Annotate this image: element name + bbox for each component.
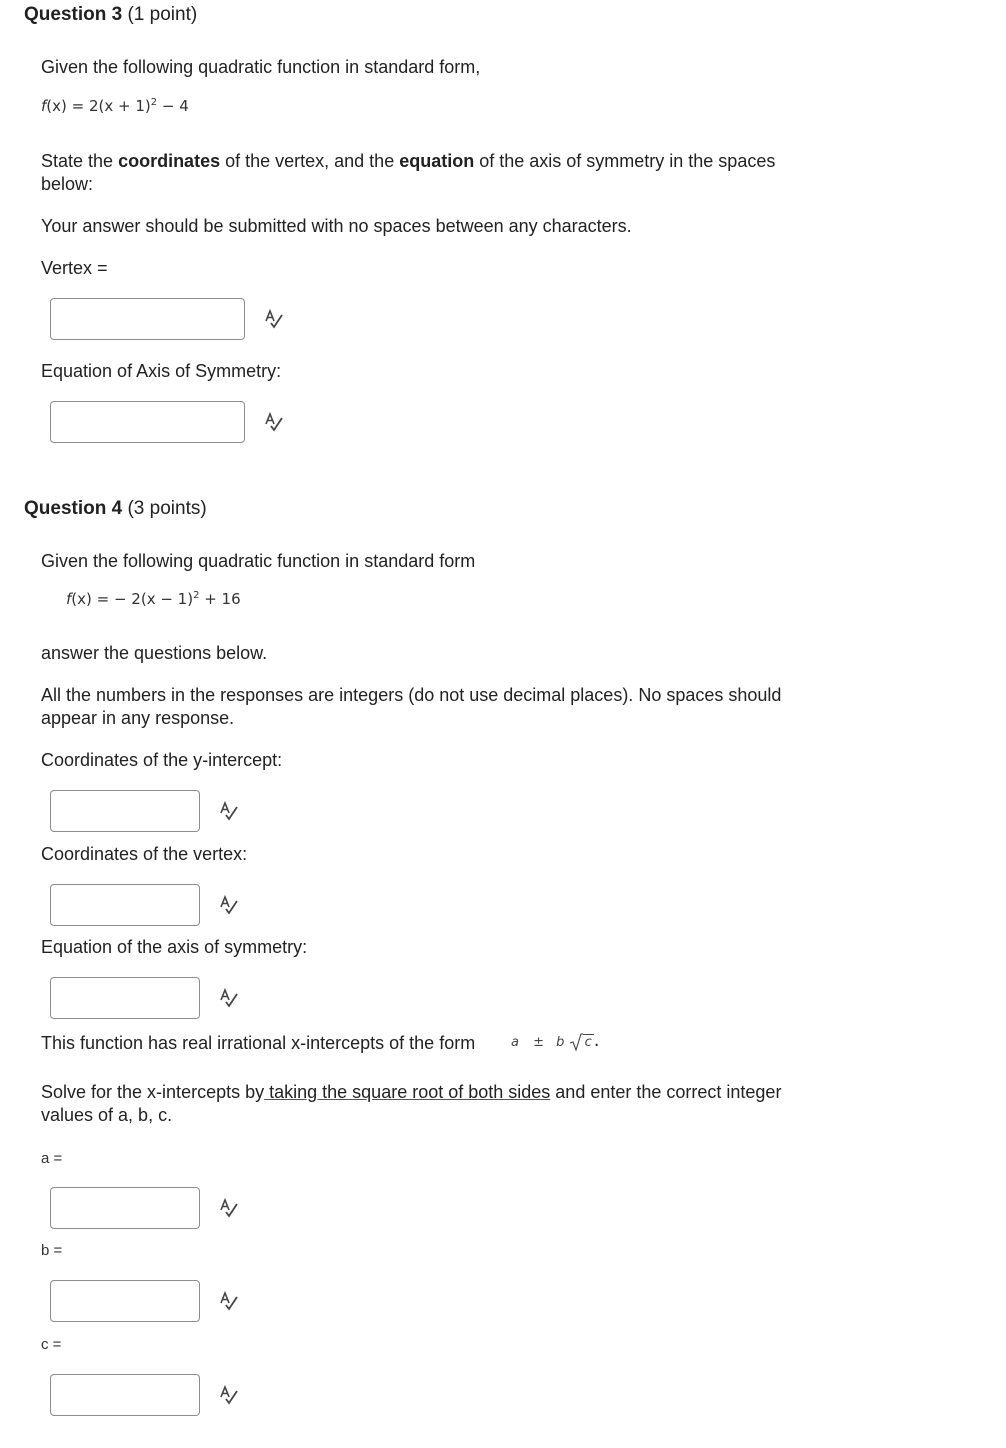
q4-b-label: b = [41,1242,63,1259]
question-4-equation: f(x) = − $2(x - 1)^2 + 16$ [66,590,241,608]
spellcheck-icon[interactable] [219,1385,239,1405]
question-3-equation: $f(x) = 2(x + 1)^2 - 4$ [41,97,189,115]
square-root-link[interactable]: taking the square root of both sides [264,1082,551,1102]
spellcheck-icon[interactable] [219,1291,239,1311]
q4-b-input[interactable] [50,1280,200,1322]
q4-c-input[interactable] [50,1374,200,1416]
q4-axis-input[interactable] [50,977,200,1019]
spellcheck-icon[interactable] [264,309,284,329]
question-3-points: (1 point) [127,4,198,25]
q3-axis-label: Equation of Axis of Symmetry: [41,361,282,381]
q4-axis-label: Equation of the axis of symmetry: [41,937,308,957]
question-4-points: (3 points) [127,498,207,519]
q3-vertex-label: Vertex = [41,258,108,278]
question-4-answer-below: answer the questions below. [41,643,268,663]
question-3-title [24,4,197,26]
q4-a-label: a = [41,1150,63,1167]
question-3-intro: Given the following quadratic function in standard form, [41,57,481,77]
question-3-label: Question 3 [24,4,123,25]
q4-yint-input[interactable] [50,790,200,832]
question-4-title [24,498,207,520]
question-3-instructions: State the coordinates of the vertex, and the equation of the axis of symmetry in the spaces below: [41,151,776,194]
q4-solve-instructions: Solve for the x-intercepts by taking the square root of both sides and enter the correct integer values of a, b, c. [41,1082,782,1125]
spellcheck-icon[interactable] [264,412,284,432]
q3-axis-input[interactable] [50,401,245,443]
q4-xint-description: This function has real irrational x-intercepts of the form [41,1033,476,1053]
question-4-label: Question 4 [24,498,123,519]
q3-vertex-input[interactable] [50,298,245,340]
q4-xint-form: a ± b c . [511,1030,600,1051]
question-4-note: All the numbers in the responses are integers (do not use decimal places). No spaces should appear in any response. [41,685,782,728]
question-4-intro: Given the following quadratic function in standard form [41,551,476,571]
q4-a-input[interactable] [50,1187,200,1229]
q4-vertex-input[interactable] [50,884,200,926]
spellcheck-icon[interactable] [219,895,239,915]
q4-c-label: c = [41,1336,62,1353]
q4-vertex-label: Coordinates of the vertex: [41,844,248,864]
question-3-note: Your answer should be submitted with no spaces between any characters. [41,216,632,236]
q4-yint-label: Coordinates of the y-intercept: [41,750,283,770]
sqrt-icon: c [569,1033,594,1051]
spellcheck-icon[interactable] [219,988,239,1008]
spellcheck-icon[interactable] [219,1198,239,1218]
spellcheck-icon[interactable] [219,801,239,821]
